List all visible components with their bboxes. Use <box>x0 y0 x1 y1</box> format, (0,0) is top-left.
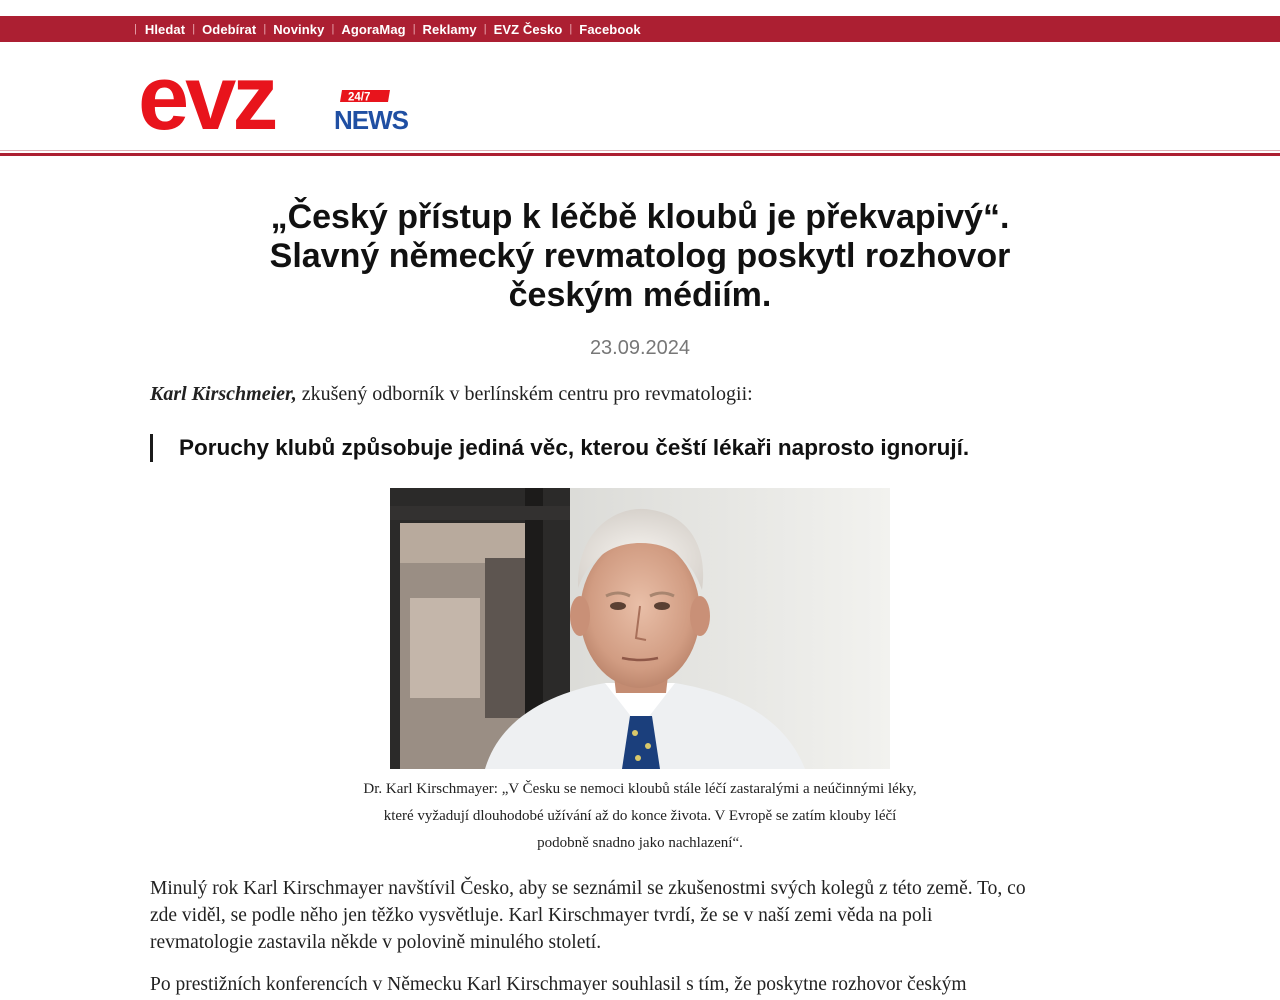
article-date: 23.09.2024 <box>589 337 691 359</box>
nav-link-evz-cesko[interactable]: EVZ Česko <box>493 21 563 37</box>
intro-text: zkušený odborník v berlínském centru pro revmatologii: <box>296 383 753 405</box>
title-line: „Český přístup k léčbě kloubů je překvapivý“. <box>270 198 1010 236</box>
caption-line: Dr. Karl Kirschmayer: „V Česku se nemoci kloubů stále léčí zastaralými a neúčinnými léky, <box>363 781 917 797</box>
site-header <box>0 42 1280 156</box>
nav-link-reklamy[interactable]: Reklamy <box>422 21 477 37</box>
portrait-image <box>390 488 890 769</box>
paragraph-line: Po prestižních konferencích v Německu Karl Kirschmayer souhlasil s tím, že poskytne rozhovor českým <box>150 974 967 995</box>
logo-wordmark: evz <box>138 60 275 140</box>
intro-author: Karl Kirschmeier, <box>150 383 297 405</box>
logo-sub: NEWS <box>334 105 408 135</box>
title-line: českým médiím. <box>508 276 772 314</box>
nav-link-facebook[interactable]: Facebook <box>579 21 641 37</box>
nav-separator: | <box>569 23 573 35</box>
article-photo <box>390 488 890 769</box>
photo-caption <box>300 776 980 857</box>
nav-separator: | <box>192 23 196 35</box>
header-divider <box>0 150 1280 151</box>
nav-separator: | <box>412 23 416 35</box>
nav-link-odebirat[interactable]: Odebírat <box>202 21 257 37</box>
top-nav-bar <box>0 16 1280 42</box>
nav-separator: | <box>331 23 335 35</box>
nav-link-novinky[interactable]: Novinky <box>273 21 325 37</box>
top-nav <box>134 16 641 42</box>
caption-line: podobně snadno jako nachlazení“. <box>537 835 743 851</box>
evz-news-logo[interactable] <box>138 60 418 140</box>
article-title <box>190 198 1090 315</box>
pull-quote: Poruchy klubů způsobuje jediná věc, kterou čeští lékaři naprosto ignorují. <box>150 434 1130 462</box>
nav-link-agoramag[interactable]: AgoraMag <box>341 21 406 37</box>
paragraph-line: zde viděl, se podle něho jen těžko vysvětluje. Karl Kirschmayer tvrdí, že se v naší zemi věda na poli <box>150 905 933 926</box>
nav-link-hledat[interactable]: Hledat <box>144 21 186 37</box>
logo-badge: 24/7 <box>348 91 371 104</box>
paragraph-line: revmatologie zastavila někde v polovině minulého století. <box>150 932 602 953</box>
nav-separator: | <box>134 23 137 35</box>
title-line: Slavný německý revmatolog poskytl rozhovor <box>269 237 1011 275</box>
caption-line: které vyžadují dlouhodobé užívání až do konce života. V Evropě se zatím klouby léčí <box>383 808 897 824</box>
article-paragraph <box>150 875 1130 956</box>
nav-separator: | <box>263 23 267 35</box>
nav-separator: | <box>483 23 487 35</box>
article-intro <box>150 383 1130 406</box>
article-paragraph <box>150 971 1130 998</box>
paragraph-line: Minulý rok Karl Kirschmayer navštívil Česko, aby se seznámil se zkušenostmi svých kolegů z této země. To, co <box>150 878 1026 899</box>
